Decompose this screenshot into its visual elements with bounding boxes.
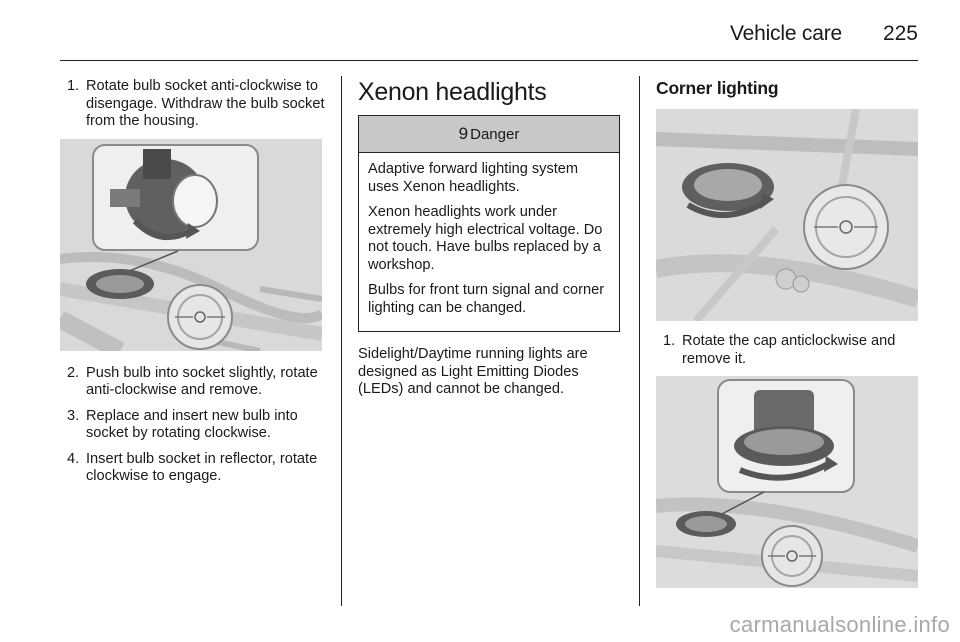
step-text: Push bulb into socket slightly, rotate anti-clockwise and remove.	[86, 364, 318, 398]
section-title-xenon-headlights: Xenon headlights	[358, 78, 547, 106]
step-2	[60, 365, 325, 400]
danger-header	[359, 116, 619, 153]
step-text: Insert bulb socket in reflector, rotate clockwise to engage.	[86, 450, 318, 484]
bulb-replacement-steps-part1	[60, 78, 325, 131]
step-number: 3.	[67, 407, 80, 424]
bulb-socket-illustration	[60, 139, 322, 351]
step-text: Replace and insert new bulb into socket by rotating clockwise.	[86, 407, 298, 441]
column-divider-2	[639, 76, 640, 606]
danger-paragraph: Xenon headlights work under extremely high electrical voltage. Do not touch. Have bulbs replaced by a workshop.	[368, 204, 603, 273]
section-title-corner-lighting: Corner lighting	[656, 78, 779, 98]
step-text: Rotate bulb socket anti-clockwise to disengage. Withdraw the bulb socket from the housing.	[86, 78, 325, 129]
warning-icon: 9	[458, 124, 469, 143]
corner-lighting-steps	[656, 333, 920, 368]
header-title: Vehicle care	[729, 22, 842, 45]
step-4	[60, 451, 325, 486]
step-number: 2.	[67, 364, 80, 381]
corner-lighting-illustration-1	[656, 109, 918, 321]
column-divider-1	[341, 76, 342, 606]
danger-paragraph: Bulbs for front turn signal and corner lighting can be changed.	[368, 282, 605, 316]
step-number: 1.	[67, 78, 80, 94]
column-2	[358, 78, 623, 399]
page-header	[60, 18, 918, 61]
watermark: carmanualsonline.info	[729, 612, 950, 637]
step-1	[60, 78, 325, 131]
step-text: Rotate the cap anticlockwise and remove it.	[682, 333, 896, 367]
step-3	[60, 408, 325, 443]
danger-label: Danger	[470, 125, 520, 143]
bulb-replacement-steps-part2	[60, 365, 325, 486]
led-info-text: Sidelight/Daytime running lights are designed as Light Emitting Diodes (LEDs) and cannot be changed.	[358, 346, 588, 397]
danger-paragraph: Adaptive forward lighting system uses Xenon headlights.	[368, 161, 579, 195]
page-number: 225	[882, 22, 918, 45]
danger-box	[358, 115, 620, 332]
step-number: 1.	[663, 333, 676, 349]
danger-body	[359, 153, 619, 331]
column-1	[60, 78, 325, 494]
corner-lighting-illustration-2	[656, 376, 918, 588]
column-3	[656, 78, 920, 588]
step-1	[656, 333, 920, 368]
step-number: 4.	[67, 450, 80, 467]
